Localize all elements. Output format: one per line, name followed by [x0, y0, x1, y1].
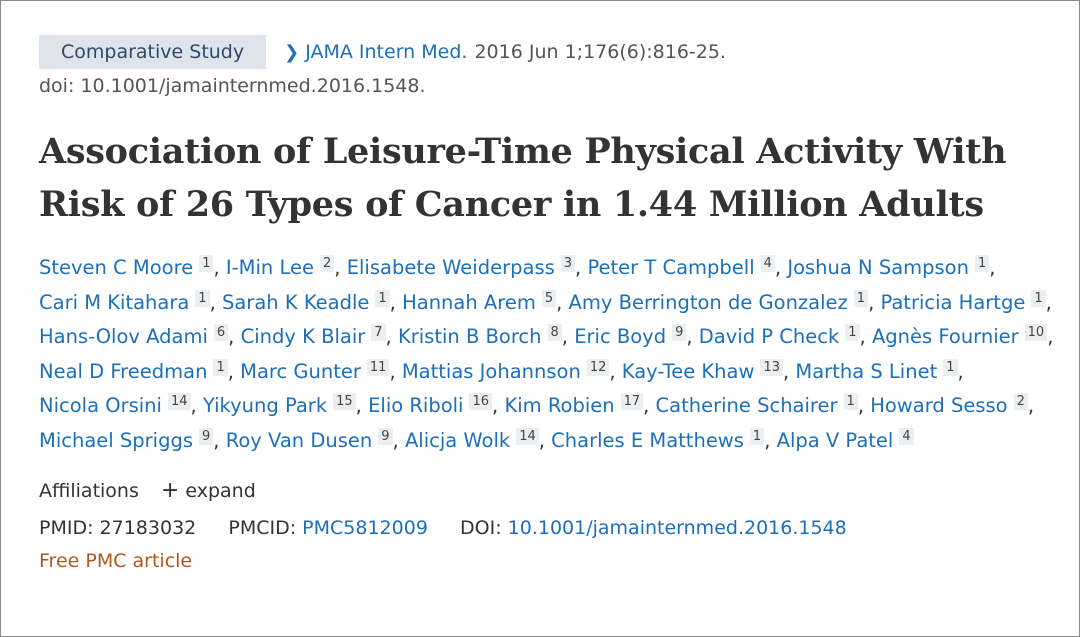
- author-item: [787, 256, 995, 279]
- author-item: [405, 429, 545, 452]
- author-name-link[interactable]: Patricia Hartge: [880, 290, 1026, 314]
- affiliation-number-button[interactable]: 9: [378, 428, 392, 445]
- article-header-content: [39, 35, 1059, 576]
- doi-text: doi: 10.1001/jamainternmed.2016.1548.: [39, 75, 426, 97]
- affiliation-number-button[interactable]: 12: [587, 359, 610, 376]
- affiliation-number-button[interactable]: 1: [845, 324, 859, 341]
- author-separator: ,: [389, 290, 396, 314]
- author-separator: ,: [213, 256, 220, 279]
- author-separator: ,: [556, 290, 563, 314]
- author-separator: ,: [1045, 290, 1052, 314]
- author-item: [587, 256, 781, 279]
- author-separator: ,: [857, 394, 865, 417]
- doi-label: DOI:: [460, 517, 502, 539]
- article-title-line-1: Association of Leisure-Time Physical Activity With: [39, 131, 1007, 172]
- author-item: [222, 291, 396, 314]
- affiliation-number-button[interactable]: 9: [199, 428, 213, 445]
- authors-list: [39, 251, 1061, 458]
- publication-type-badge: Comparative Study: [39, 35, 266, 69]
- affiliation-number-button[interactable]: 1: [750, 428, 764, 445]
- author-separator: ,: [1047, 325, 1054, 348]
- author-item: [39, 394, 197, 417]
- affiliation-number-button[interactable]: 1: [854, 290, 868, 307]
- author-name-link[interactable]: Elio Riboli: [368, 394, 464, 417]
- author-separator: ,: [859, 325, 866, 348]
- author-separator: ,: [385, 325, 392, 348]
- free-pmc-article-badge: Free PMC article: [39, 550, 193, 572]
- author-name-link[interactable]: Amy Berrington de Gonzalez: [568, 290, 848, 314]
- author-name-link[interactable]: Mattias Johannson: [401, 359, 581, 383]
- author-name-link[interactable]: Elisabete Weiderpass: [346, 256, 555, 279]
- author-name-link[interactable]: Steven C Moore: [39, 256, 194, 279]
- affiliation-number-button[interactable]: 1: [943, 359, 957, 376]
- author-separator: ,: [1027, 394, 1035, 417]
- author-separator: ,: [561, 325, 568, 348]
- author-item: [39, 360, 234, 383]
- affiliation-number-button[interactable]: 1: [199, 255, 213, 272]
- affiliation-number-button[interactable]: 15: [333, 393, 356, 410]
- author-name-link[interactable]: Joshua N Sampson: [787, 256, 969, 279]
- article-title: [39, 125, 1059, 231]
- author-item: [368, 394, 498, 417]
- affiliation-number-button[interactable]: 1: [213, 359, 227, 376]
- affiliation-number-button[interactable]: 13: [760, 359, 783, 376]
- pmcid-link[interactable]: PMC5812009: [302, 517, 428, 539]
- affiliations-label: Affiliations: [39, 480, 139, 502]
- chevron-right-icon: ❯: [284, 41, 300, 63]
- affiliation-number-button[interactable]: 1: [195, 290, 209, 307]
- author-item: [347, 256, 582, 279]
- author-name-link[interactable]: Peter T Campbell: [587, 256, 755, 279]
- pmcid-label: PMCID:: [228, 517, 297, 539]
- author-separator: ,: [227, 359, 234, 383]
- author-separator: ,: [334, 256, 341, 279]
- affiliation-number-button[interactable]: 6: [214, 324, 228, 341]
- author-separator: ,: [209, 290, 216, 314]
- author-item: [870, 394, 1034, 417]
- journal-link[interactable]: JAMA Intern Med.: [305, 41, 468, 63]
- author-name-link[interactable]: Neal D Freedman: [39, 359, 208, 383]
- affiliation-number-button[interactable]: 1: [1031, 290, 1045, 307]
- author-separator: ,: [228, 325, 235, 348]
- author-separator: ,: [492, 394, 499, 417]
- author-separator: ,: [764, 428, 771, 452]
- author-separator: ,: [868, 290, 875, 314]
- author-item: [39, 256, 220, 279]
- citation-text: 2016 Jun 1;176(6):816-25.: [474, 41, 726, 63]
- author-item: [398, 325, 568, 348]
- author-item: [402, 291, 562, 314]
- author-separator: ,: [609, 359, 616, 383]
- author-separator: ,: [575, 256, 582, 279]
- author-item: [39, 291, 216, 314]
- author-name-link[interactable]: Cindy K Blair: [240, 325, 366, 348]
- author-separator: ,: [355, 394, 362, 417]
- author-name-link[interactable]: Kay-Tee Khaw: [621, 359, 755, 383]
- identifiers-row: [39, 510, 1059, 546]
- affiliation-number-button[interactable]: 14: [168, 393, 191, 410]
- article-title-line-2: Risk of 26 Types of Cancer in 1.44 Million Adults: [39, 184, 984, 225]
- author-name-link[interactable]: Catherine Schairer: [655, 394, 838, 417]
- affiliation-number-button[interactable]: 10: [1025, 324, 1048, 341]
- author-name-link[interactable]: Cari M Kitahara: [39, 290, 190, 314]
- affiliation-number-button[interactable]: 9: [672, 324, 686, 341]
- author-separator: ,: [538, 428, 545, 452]
- author-name-link[interactable]: Hans-Olov Adami: [39, 325, 208, 348]
- author-item: [777, 429, 914, 452]
- author-name-link[interactable]: Sarah K Keadle: [221, 290, 370, 314]
- pmid-label: PMID:: [39, 517, 94, 539]
- affiliation-number-button[interactable]: 7: [371, 324, 385, 341]
- author-name-link[interactable]: Alicja Wolk: [404, 428, 511, 452]
- author-separator: ,: [989, 256, 996, 279]
- author-name-link[interactable]: Hannah Arem: [402, 290, 536, 314]
- affiliations-row: [39, 476, 1059, 506]
- author-item: [226, 429, 399, 452]
- affiliation-number-button[interactable]: 11: [367, 359, 390, 376]
- author-item: [203, 394, 362, 417]
- affiliation-number-button[interactable]: 5: [542, 290, 556, 307]
- author-name-link[interactable]: Charles E Matthews: [551, 428, 744, 452]
- plus-icon[interactable]: +: [160, 478, 180, 503]
- affiliation-number-button[interactable]: 3: [561, 255, 575, 272]
- affiliation-number-button[interactable]: 4: [899, 428, 913, 445]
- doi-link[interactable]: 10.1001/jamainternmed.2016.1548: [507, 517, 847, 539]
- author-name-link[interactable]: Michael Spriggs: [39, 428, 193, 452]
- author-item: [880, 291, 1051, 314]
- affiliation-number-button[interactable]: 16: [469, 393, 492, 410]
- author-name-link[interactable]: Howard Sesso: [870, 394, 1008, 417]
- author-separator: ,: [213, 428, 220, 452]
- expand-affiliations-button[interactable]: expand: [185, 480, 256, 502]
- pmid-value: 27183032: [99, 517, 197, 539]
- author-separator: ,: [643, 394, 650, 417]
- author-separator: ,: [774, 256, 782, 279]
- author-item: [872, 325, 1053, 348]
- author-separator: ,: [783, 359, 790, 383]
- author-name-link[interactable]: Marc Gunter: [240, 359, 361, 383]
- author-item: [569, 291, 875, 314]
- author-item: [551, 429, 770, 452]
- affiliation-number-button[interactable]: 14: [516, 428, 539, 445]
- author-separator: ,: [686, 325, 693, 348]
- author-item: [226, 256, 341, 279]
- affiliation-number-button[interactable]: 2: [320, 255, 334, 272]
- affiliation-number-button[interactable]: 2: [1014, 393, 1028, 410]
- affiliation-number-button[interactable]: 8: [548, 324, 562, 341]
- author-name-link[interactable]: Martha S Linet: [795, 359, 938, 383]
- author-item: [240, 360, 396, 383]
- affiliation-number-button[interactable]: 17: [621, 393, 644, 410]
- author-item: [574, 325, 692, 348]
- citation-row: [39, 35, 1059, 69]
- author-name-link[interactable]: Nicola Orsini: [39, 394, 162, 417]
- affiliation-number-button[interactable]: 1: [375, 290, 389, 307]
- author-item: [39, 325, 234, 348]
- author-item: [504, 394, 649, 417]
- author-item: [795, 360, 963, 383]
- affiliation-number-button[interactable]: 4: [761, 255, 775, 272]
- author-name-link[interactable]: I-Min Lee: [225, 256, 314, 279]
- author-item: [402, 360, 616, 383]
- author-separator: ,: [389, 359, 396, 383]
- author-item: [656, 394, 864, 417]
- affiliation-number-button[interactable]: 1: [844, 393, 858, 410]
- author-name-link[interactable]: Kim Robien: [504, 394, 615, 417]
- author-separator: ,: [190, 394, 197, 417]
- author-item: [699, 325, 866, 348]
- author-name-link[interactable]: Alpa V Patel: [776, 428, 894, 452]
- author-name-link[interactable]: Kristin B Borch: [397, 325, 542, 348]
- author-separator: ,: [392, 428, 399, 452]
- author-name-link[interactable]: Yikyung Park: [202, 394, 328, 417]
- author-item: [39, 429, 219, 452]
- author-name-link[interactable]: David P Check: [698, 325, 840, 348]
- affiliation-number-button[interactable]: 1: [975, 255, 989, 272]
- author-name-link[interactable]: Eric Boyd: [574, 325, 667, 348]
- author-name-link[interactable]: Agnès Fournier: [871, 325, 1019, 348]
- author-separator: ,: [957, 359, 964, 383]
- author-item: [622, 360, 789, 383]
- author-item: [241, 325, 392, 348]
- author-name-link[interactable]: Roy Van Dusen: [225, 428, 373, 452]
